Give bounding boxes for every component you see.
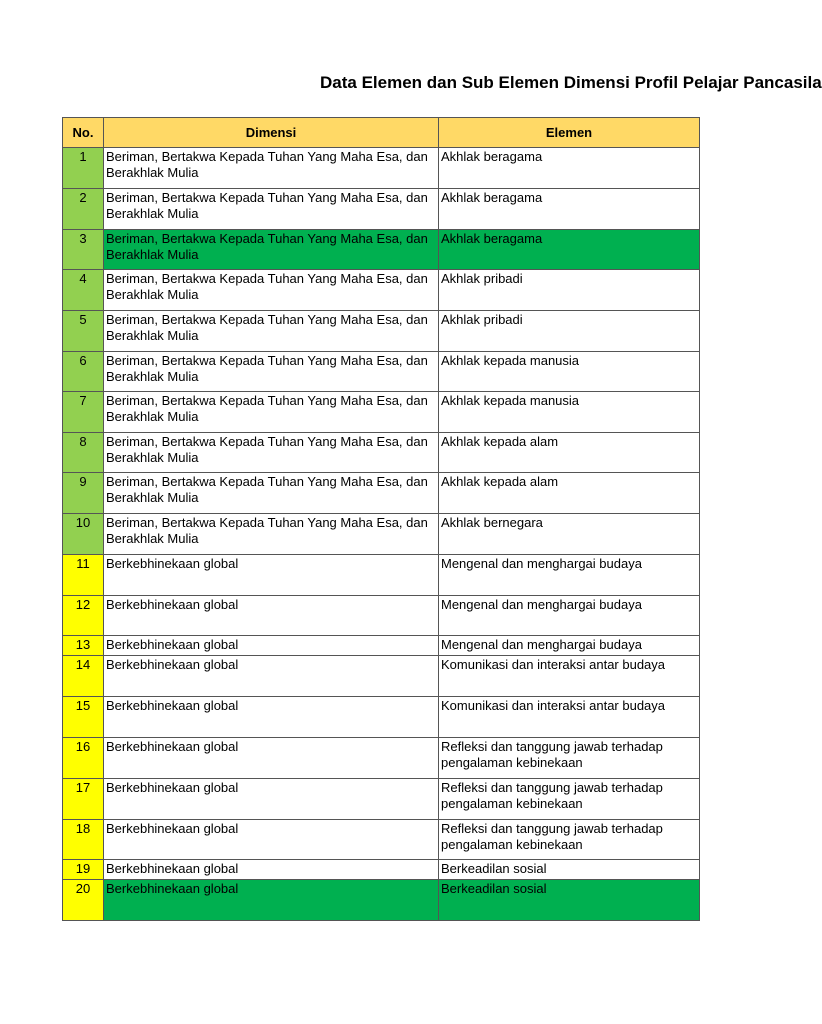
cell-elemen[interactable]: Refleksi dan tanggung jawab terhadap pengalaman kebinekaan	[439, 779, 700, 820]
table-row	[63, 555, 700, 596]
cell-elemen[interactable]: Mengenal dan menghargai budaya	[439, 636, 700, 656]
table-row	[63, 473, 700, 514]
cell-dimensi[interactable]: Beriman, Bertakwa Kepada Tuhan Yang Maha Esa, dan Berakhlak Mulia	[104, 148, 439, 189]
cell-elemen[interactable]: Berkeadilan sosial	[439, 860, 700, 880]
table-row	[63, 352, 700, 392]
cell-elemen[interactable]: Akhlak kepada manusia	[439, 352, 700, 392]
cell-no[interactable]: 9	[63, 473, 104, 514]
header-row	[63, 118, 700, 148]
cell-no[interactable]: 18	[63, 820, 104, 860]
cell-no[interactable]: 2	[63, 189, 104, 230]
cell-elemen[interactable]: Akhlak beragama	[439, 230, 700, 270]
cell-no[interactable]: 16	[63, 738, 104, 779]
cell-no[interactable]: 3	[63, 230, 104, 270]
cell-no[interactable]: 15	[63, 697, 104, 738]
cell-dimensi[interactable]: Berkebhinekaan global	[104, 596, 439, 636]
cell-dimensi[interactable]: Beriman, Bertakwa Kepada Tuhan Yang Maha Esa, dan Berakhlak Mulia	[104, 230, 439, 270]
cell-elemen[interactable]: Akhlak pribadi	[439, 270, 700, 311]
table-row	[63, 433, 700, 473]
cell-no[interactable]: 19	[63, 860, 104, 880]
cell-elemen[interactable]: Akhlak pribadi	[439, 311, 700, 352]
table-row	[63, 636, 700, 656]
cell-no[interactable]: 10	[63, 514, 104, 555]
cell-dimensi[interactable]: Beriman, Bertakwa Kepada Tuhan Yang Maha Esa, dan Berakhlak Mulia	[104, 514, 439, 555]
table-row	[63, 189, 700, 230]
data-table	[62, 117, 700, 921]
table-body	[63, 148, 700, 921]
cell-no[interactable]: 14	[63, 656, 104, 697]
table-row	[63, 596, 700, 636]
table-row	[63, 738, 700, 779]
cell-dimensi[interactable]: Berkebhinekaan global	[104, 697, 439, 738]
table-row	[63, 779, 700, 820]
cell-elemen[interactable]: Akhlak beragama	[439, 189, 700, 230]
cell-no[interactable]: 13	[63, 636, 104, 656]
cell-elemen[interactable]: Akhlak kepada manusia	[439, 392, 700, 433]
cell-elemen[interactable]: Refleksi dan tanggung jawab terhadap pengalaman kebinekaan	[439, 820, 700, 860]
cell-no[interactable]: 11	[63, 555, 104, 596]
cell-elemen[interactable]: Akhlak kepada alam	[439, 473, 700, 514]
cell-no[interactable]: 20	[63, 880, 104, 921]
cell-no[interactable]: 12	[63, 596, 104, 636]
cell-elemen[interactable]: Mengenal dan menghargai budaya	[439, 596, 700, 636]
cell-dimensi[interactable]: Beriman, Bertakwa Kepada Tuhan Yang Maha Esa, dan Berakhlak Mulia	[104, 311, 439, 352]
header-dimensi[interactable]: Dimensi	[104, 118, 439, 148]
cell-dimensi[interactable]: Beriman, Bertakwa Kepada Tuhan Yang Maha Esa, dan Berakhlak Mulia	[104, 189, 439, 230]
cell-dimensi[interactable]: Berkebhinekaan global	[104, 636, 439, 656]
cell-no[interactable]: 1	[63, 148, 104, 189]
table-row	[63, 820, 700, 860]
cell-dimensi[interactable]: Berkebhinekaan global	[104, 860, 439, 880]
cell-no[interactable]: 8	[63, 433, 104, 473]
table-row	[63, 514, 700, 555]
cell-no[interactable]: 6	[63, 352, 104, 392]
cell-dimensi[interactable]: Beriman, Bertakwa Kepada Tuhan Yang Maha Esa, dan Berakhlak Mulia	[104, 352, 439, 392]
table-row	[63, 656, 700, 697]
cell-elemen[interactable]: Mengenal dan menghargai budaya	[439, 555, 700, 596]
header-no[interactable]: No.	[63, 118, 104, 148]
cell-no[interactable]: 4	[63, 270, 104, 311]
cell-elemen[interactable]: Komunikasi dan interaksi antar budaya	[439, 656, 700, 697]
cell-no[interactable]: 17	[63, 779, 104, 820]
cell-dimensi[interactable]: Berkebhinekaan global	[104, 880, 439, 921]
table-row	[63, 860, 700, 880]
cell-elemen[interactable]: Komunikasi dan interaksi antar budaya	[439, 697, 700, 738]
table-row	[63, 270, 700, 311]
cell-elemen[interactable]: Akhlak beragama	[439, 148, 700, 189]
header-elemen[interactable]: Elemen	[439, 118, 700, 148]
cell-dimensi[interactable]: Berkebhinekaan global	[104, 820, 439, 860]
table-row	[63, 230, 700, 270]
cell-elemen[interactable]: Akhlak bernegara	[439, 514, 700, 555]
cell-dimensi[interactable]: Berkebhinekaan global	[104, 656, 439, 697]
sheet-title: Data Elemen dan Sub Elemen Dimensi Profil Pelajar Pancasila	[320, 73, 822, 92]
table-row	[63, 392, 700, 433]
cell-dimensi[interactable]: Beriman, Bertakwa Kepada Tuhan Yang Maha Esa, dan Berakhlak Mulia	[104, 473, 439, 514]
table-row	[63, 311, 700, 352]
cell-elemen[interactable]: Refleksi dan tanggung jawab terhadap pengalaman kebinekaan	[439, 738, 700, 779]
cell-no[interactable]: 5	[63, 311, 104, 352]
cell-dimensi[interactable]: Berkebhinekaan global	[104, 779, 439, 820]
table-row	[63, 148, 700, 189]
cell-dimensi[interactable]: Beriman, Bertakwa Kepada Tuhan Yang Maha Esa, dan Berakhlak Mulia	[104, 433, 439, 473]
cell-dimensi[interactable]: Berkebhinekaan global	[104, 555, 439, 596]
table-row	[63, 880, 700, 921]
table-row	[63, 697, 700, 738]
cell-dimensi[interactable]: Beriman, Bertakwa Kepada Tuhan Yang Maha Esa, dan Berakhlak Mulia	[104, 392, 439, 433]
cell-dimensi[interactable]: Berkebhinekaan global	[104, 738, 439, 779]
cell-dimensi[interactable]: Beriman, Bertakwa Kepada Tuhan Yang Maha Esa, dan Berakhlak Mulia	[104, 270, 439, 311]
cell-no[interactable]: 7	[63, 392, 104, 433]
cell-elemen[interactable]: Akhlak kepada alam	[439, 433, 700, 473]
cell-elemen[interactable]: Berkeadilan sosial	[439, 880, 700, 921]
